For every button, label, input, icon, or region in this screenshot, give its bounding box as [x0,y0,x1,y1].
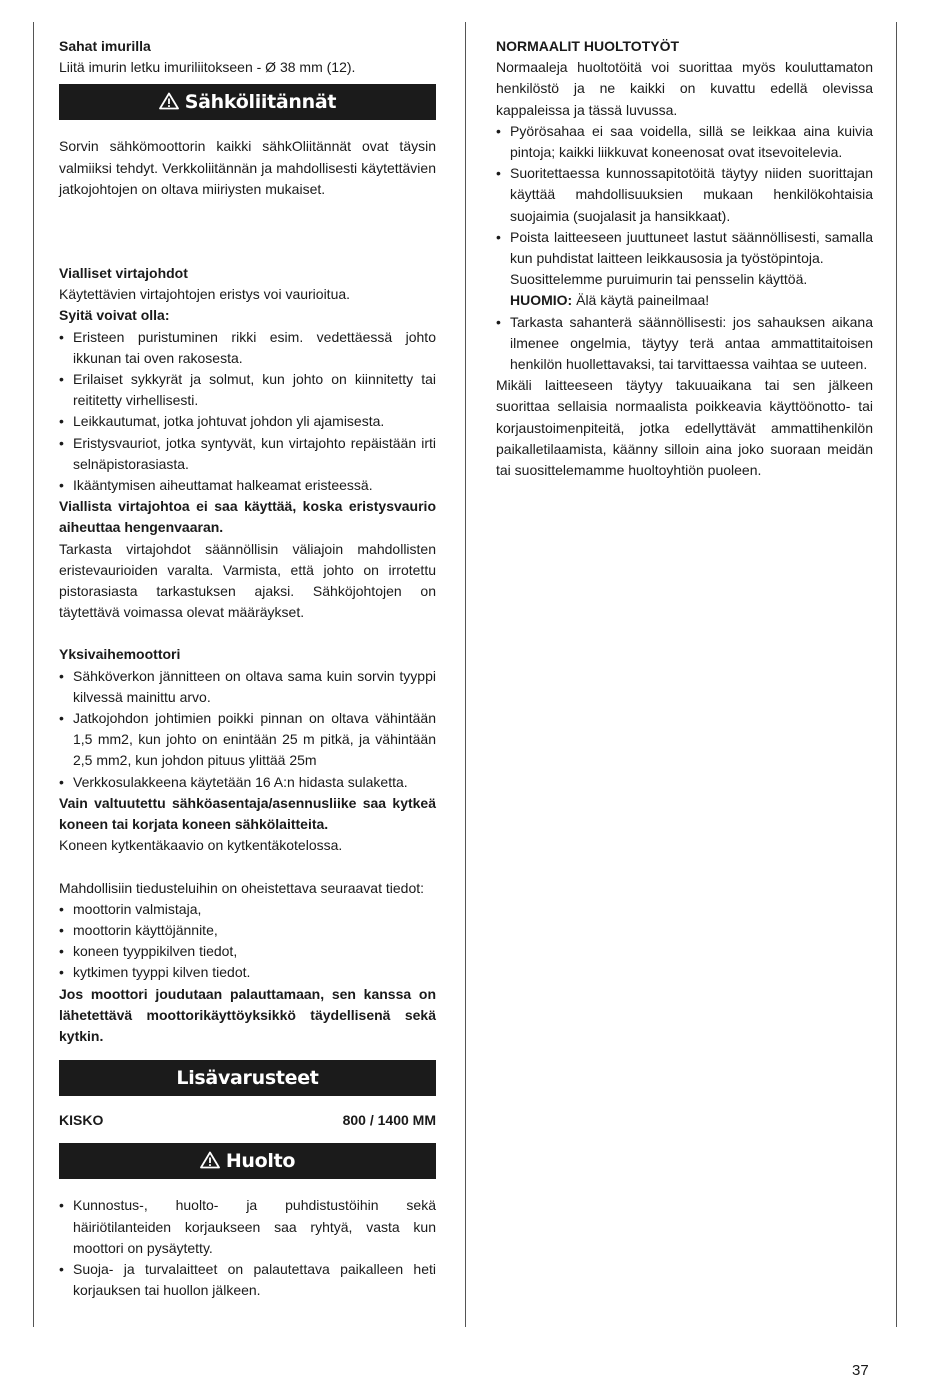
list-item: • moottorin käyttöjännite, [59,920,436,941]
causes-list [59,327,436,497]
column-divider [465,22,466,1327]
motor-list [59,666,436,793]
list-item: • Kunnostus-, huolto- ja puhdistustöihin sekä häiriötilanteiden korjaukseen saa ryhtyä, vasta kun moottori on pysäytetty. [59,1195,436,1259]
right-margin-rule [896,22,897,1327]
warning-icon [159,92,179,110]
list-item: • Leikkautumat, jotka johtuvat johdon yli ajamisesta. [59,411,436,432]
normal-title: NORMAALIT HUOLTOTYÖT [496,38,680,54]
item3-sub: Suosittelemme puruimurin tai pensselin käyttöä. [510,271,808,288]
kisko-label: KISKO [59,1112,104,1129]
normal-list [496,121,873,375]
list-item: • Pyörösahaa ei saa voidella, sillä se leikkaa aina kuivia pintoja; kaikki liikkuvat koneenosat ovat itsevoitelevia. [496,121,873,163]
electrical-heading: Sähköliitännät [184,91,337,114]
motor-title: Yksivaihemoottori [59,646,181,663]
list-item: • kytkimen tyyppi kilven tiedot. [59,962,436,983]
page-number: 37 [852,1362,869,1379]
list-item: • Sähköverkon jännitteen on oltava sama kuin sorvin tyyppi kilvessä mainittu arvo. [59,666,436,708]
inquiry-list [59,899,436,984]
accessories-heading: Lisävarusteet [176,1067,319,1090]
list-item: • Jatkojohdon johtimien poikki pinnan on oltava vähintään 1,5 mm2, kun johto on enintään 25 m pitkä, ja vähintään 2,5 mm2, kun johdon pituus ylittää 25m [59,708,436,772]
list-item: • koneen tyyppikilven tiedot, [59,941,436,962]
list-item: • Eristysvauriot, jotka syntyvät, kun virtajohto repäistään irti selnäpistorasiasta. [59,433,436,475]
left-column [59,36,436,1301]
electrical-heading-bar [59,84,436,120]
note-label: HUOMIO: [510,292,573,309]
list-item: • Tarkasta sahanterä säännöllisesti: jos sahauksen aikana ilmenee ongelmia, täytyy terä antaa ammattitaitoisen henkilön huollettavaksi, tai tarvittaessa vaihtaa se uuteen. [496,312,873,376]
sahat-text: Liitä imurin letku imuriliitokseen - Ø 38 mm (12). [59,59,356,76]
inquiry-intro: Mahdollisiin tiedusteluihin on oheistettava seuraavat tiedot: [59,879,425,896]
list-item: • moottorin valmistaja, [59,899,436,920]
faulty-warning: Viallista virtajohtoa ei saa käyttää, koska eristysvaurio aiheuttaa hengenvaaran. [59,498,436,536]
list-item: • Suoja- ja turvalaitteet on palautettava paikalleen heti korjauksen tai huollon jälkeen. [59,1259,436,1301]
causes-title: Syitä voivat olla: [59,307,170,324]
note-text: Älä käytä paineilmaa! [572,292,710,309]
electrical-intro: Sorvin sähkömoottorin kaikki sähkOliitännät ovat täysin valmiiksi tehdyt. Verkkoliitännän ja mahdollisesti käytettävien jatkojohtojen on oltava miiriysten mukaiset. [59,138,436,197]
sahat-title: Sahat imurilla [59,38,151,54]
list-item: • Suoritettaessa kunnossapitotöitä täytyy niiden suorittajan käyttää mahdollisuuksien mukaan henkilökohtaisia suojaimia (suojalasit ja hansikkaat). [496,163,873,227]
faulty-title: Vialliset virtajohdot [59,265,188,282]
list-item: • Erilaiset sykkyrät ja solmut, kun johto on kiinnitetty tai reititetty virhellisesti. [59,369,436,411]
maintenance-list [59,1195,436,1301]
motor-warning: Vain valtuutettu sähköasentaja/asennusliike saa kytkeä koneen tai korjata koneen sähkölaitteita. [59,794,436,833]
item3-note [510,290,873,311]
inquiry-warning: Jos moottori joudutaan palauttamaan, sen kanssa on lähetettävä moottorikäyttöyksikkö täydellisenä sekä kytkin. [59,985,436,1044]
accessories-heading-bar [59,1060,436,1096]
item3-text: • Poista laitteeseen juuttuneet lastut säännöllisesti, samalla kun puhdistat laitteen leikkausosia ja työstöpintoja. [510,228,873,267]
list-item: • Eristeen puristuminen rikki esim. vedettäessä johto ikkunan tai oven rakosesta. [59,327,436,369]
kisko-row [59,1110,436,1131]
faulty-check: Tarkasta virtajohdot säännöllisin väliajoin mahdollisten eristevaurioiden varalta. Varmista, että johto on irrotettu pistorasiasta tarkastuksen ajaksi. Sähköjohtojen on täytettävä voimassa olevat määräykset. [59,540,436,621]
list-item: • Ikääntymisen aiheuttamat halkeamat eristeessä. [59,475,436,496]
left-margin-rule [33,22,34,1327]
kisko-value: 800 / 1400 MM [342,1112,436,1129]
normal-intro: Normaaleja huoltotöitä voi suorittaa myös kouluttamaton henkilöstö ja ne kaikki on kuvattu edellä olevissa kappaleissa ja tässä luvussa. [496,59,873,118]
maintenance-heading: Huolto [225,1150,296,1173]
faulty-text: Käytettävien virtajohtojen eristys voi vaurioitua. [59,286,351,303]
list-item [496,227,873,312]
motor-note: Koneen kytkentäkaavio on kytkentäkotelossa. [59,837,343,854]
maintenance-heading-bar [59,1143,436,1179]
list-item: • Verkkosulakkeena käytetään 16 A:n hidasta sulaketta. [59,772,436,793]
right-column [496,36,873,481]
closing-paragraph: Mikäli laitteeseen täytyy takuuaikana tai sen jälkeen suorittaa sellaisia normaalista poikkeavia käyttöönotto- tai korjaustoimenpiteitä, jotka edellyttävät ammattihenkilön paikalletilaamista, käänny silloin aina joko suoraan meidän tai suosittelemamme huoltoyhtiön puoleen. [496,377,873,479]
warning-icon [200,1151,220,1169]
